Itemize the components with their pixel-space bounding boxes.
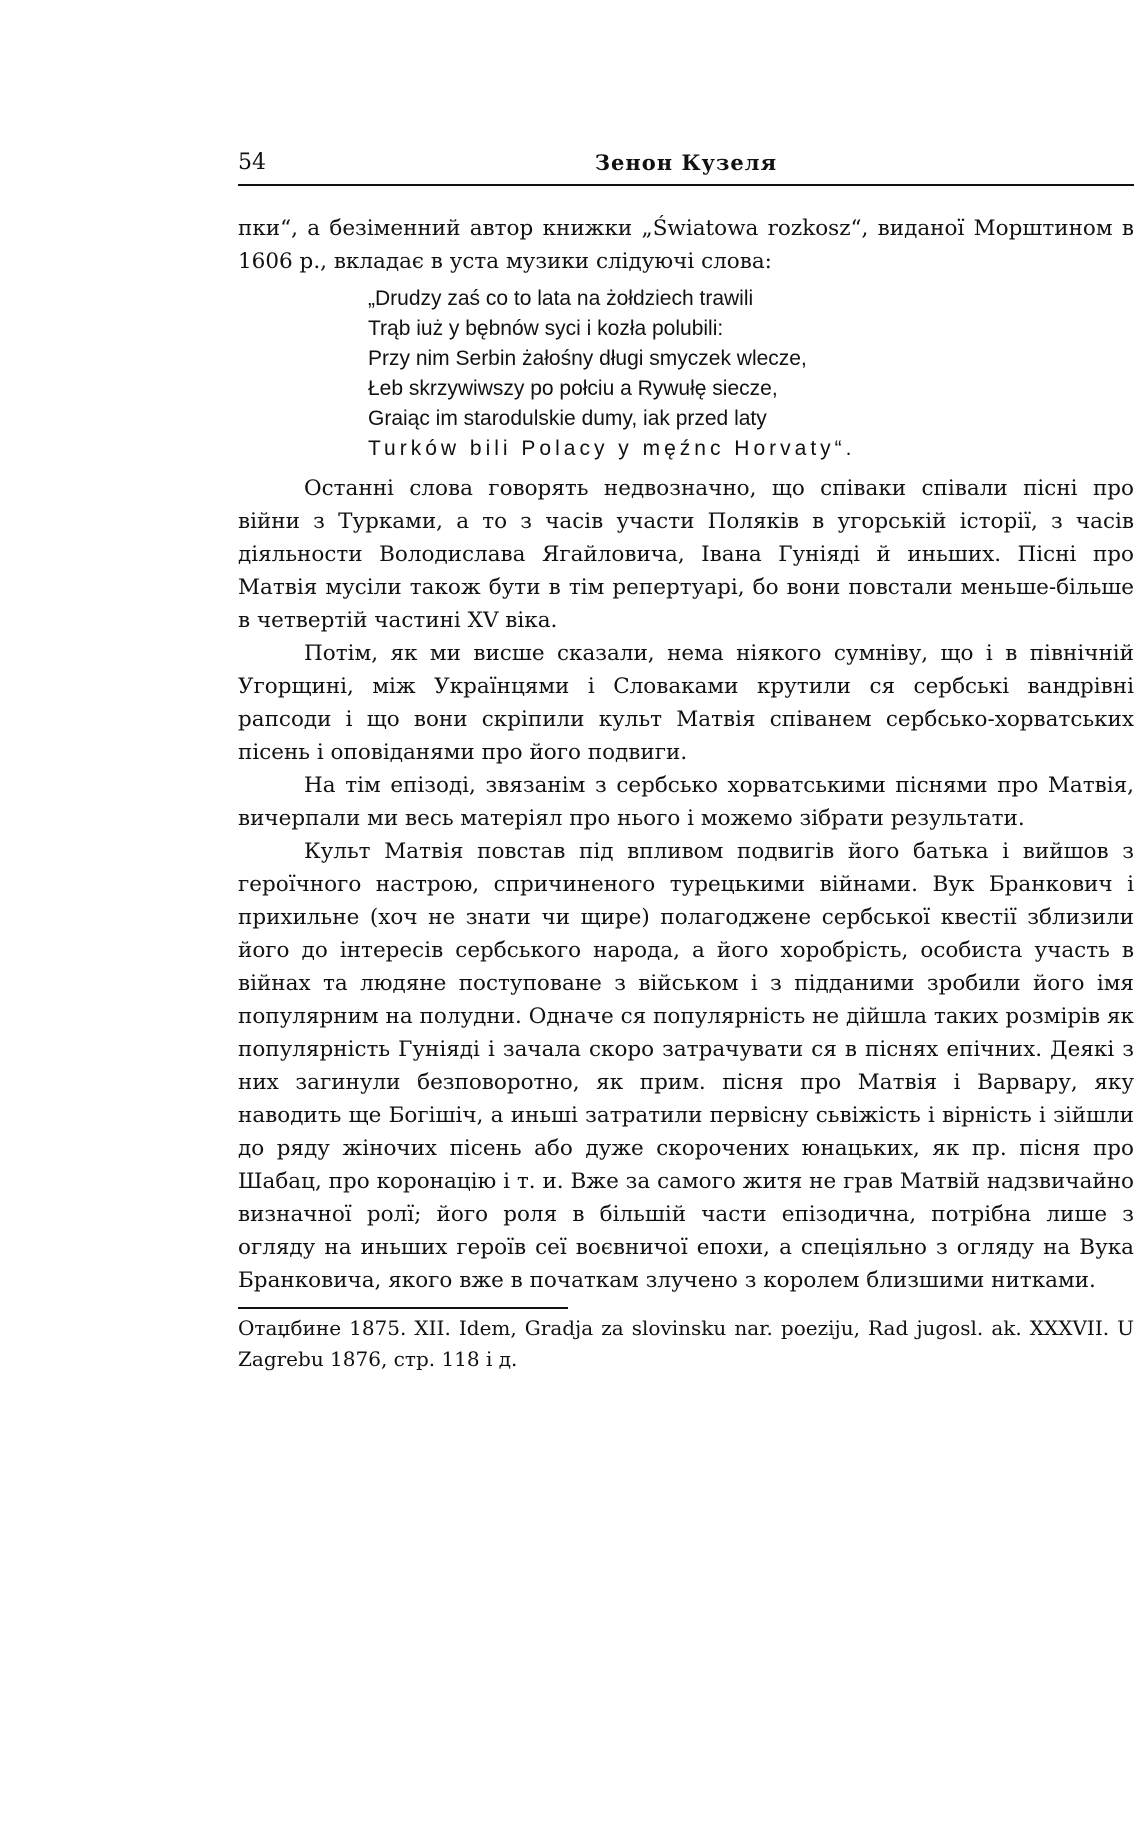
verse-line: Turków bili Polacy y męźnc Horvaty“. — [368, 437, 856, 460]
body-text — [238, 212, 1134, 1375]
running-title: Зенон Кузеля — [594, 150, 778, 175]
footnote-divider — [238, 1307, 568, 1309]
page-number: 54 — [238, 150, 266, 175]
paragraph: Останні слова говорять недвозначно, що співаки співали пісні про війни з Турками, а то з часів участи Поляків в угорській історії, з часів діяльности Володислава Ягайловича, Івана Гуніяді й иньших. Пісні про Матвія мусіли також бути в тім репертуарі, бо вони повстали меньше-більше в четвертій частині XV віка. — [238, 476, 1134, 633]
intro-paragraph: пки“, а безіменний автор книжки „Światowa rozkosz“, виданої Морштином в 1606 р., вкладає в уста музики слідуючі слова: — [238, 216, 1134, 274]
paragraph: На тім епізоді, звязанім з сербсько хорватськими піснями про Матвія, вичерпали ми весь матеріял про нього і можемо зібрати результати. — [238, 773, 1134, 831]
verse-line: Przy nim Serbin żałośny długi smyczek wlecze, — [368, 347, 807, 370]
paragraph: Культ Матвія повстав під впливом подвигів його батька і вийшов з героїчного настрою, спричиненого турецькими війнами. Вук Бранкович і прихильне (хоч не знати чи щире) полагоджене сербської квестії зблизили його до інтересів сербського народа, а його хоробрість, особиста участь в війнах та людяне поступоване з військом і з підданими зробили його імя популярним на полудни. Одначе ся популярність не дійшла таких розмірів як популярність Гуніяді і зачала скоро затрачувати ся в піснях епічних. Деякі з них загинули безповоротно, як прим. пісня про Матвія і Варвару, яку наводить ще Богішіч, а иньші затратили первісну сьвіжість і вірність і зійшли до ряду жіночих пісень або дуже скорочених юнацьких, як пр. пісня про Шабац, про коронацію і т. и. Вже за самого житя не грав Матвій надзвичайно визначної ролї; його роля в більшій части епізодична, потрібна лише з огляду на иньших героїв сеї воєвничої епохи, а спеціяльно з огляду на Вука Бранковича, якого вже в початкам злучено з королем близшими нитками. — [238, 839, 1134, 1293]
page-header — [238, 150, 1134, 186]
verse-line: Trąb iuż y bębnów syci i kozła polubili: — [368, 317, 724, 340]
footnote: Отаџбине 1875. XII. Idem, Gradja za slovinsku nar. poeziju, Rad jugosl. ak. XXXVII. U Zagrebu 1876, стр. 118 і д. — [238, 1316, 1134, 1371]
verse-quote — [238, 284, 1134, 464]
verse-line: Łeb skrzywiwszy po połciu a Rywułę siecze, — [368, 377, 778, 400]
verse-line: „Drudzy zaś co to lata na żołdziech trawili — [368, 287, 754, 310]
verse-line: Graiąc im starodulskie dumy, iak przed laty — [368, 407, 767, 430]
paragraph: Потім, як ми висше сказали, нема ніякого сумніву, що і в північній Угорщині, між Українцями і Словаками крутили ся сербські вандрівні рапсоди і що вони скріпили культ Матвія співанем сербсько-хорватських пісень і оповіданями про його подвиги. — [238, 641, 1134, 765]
